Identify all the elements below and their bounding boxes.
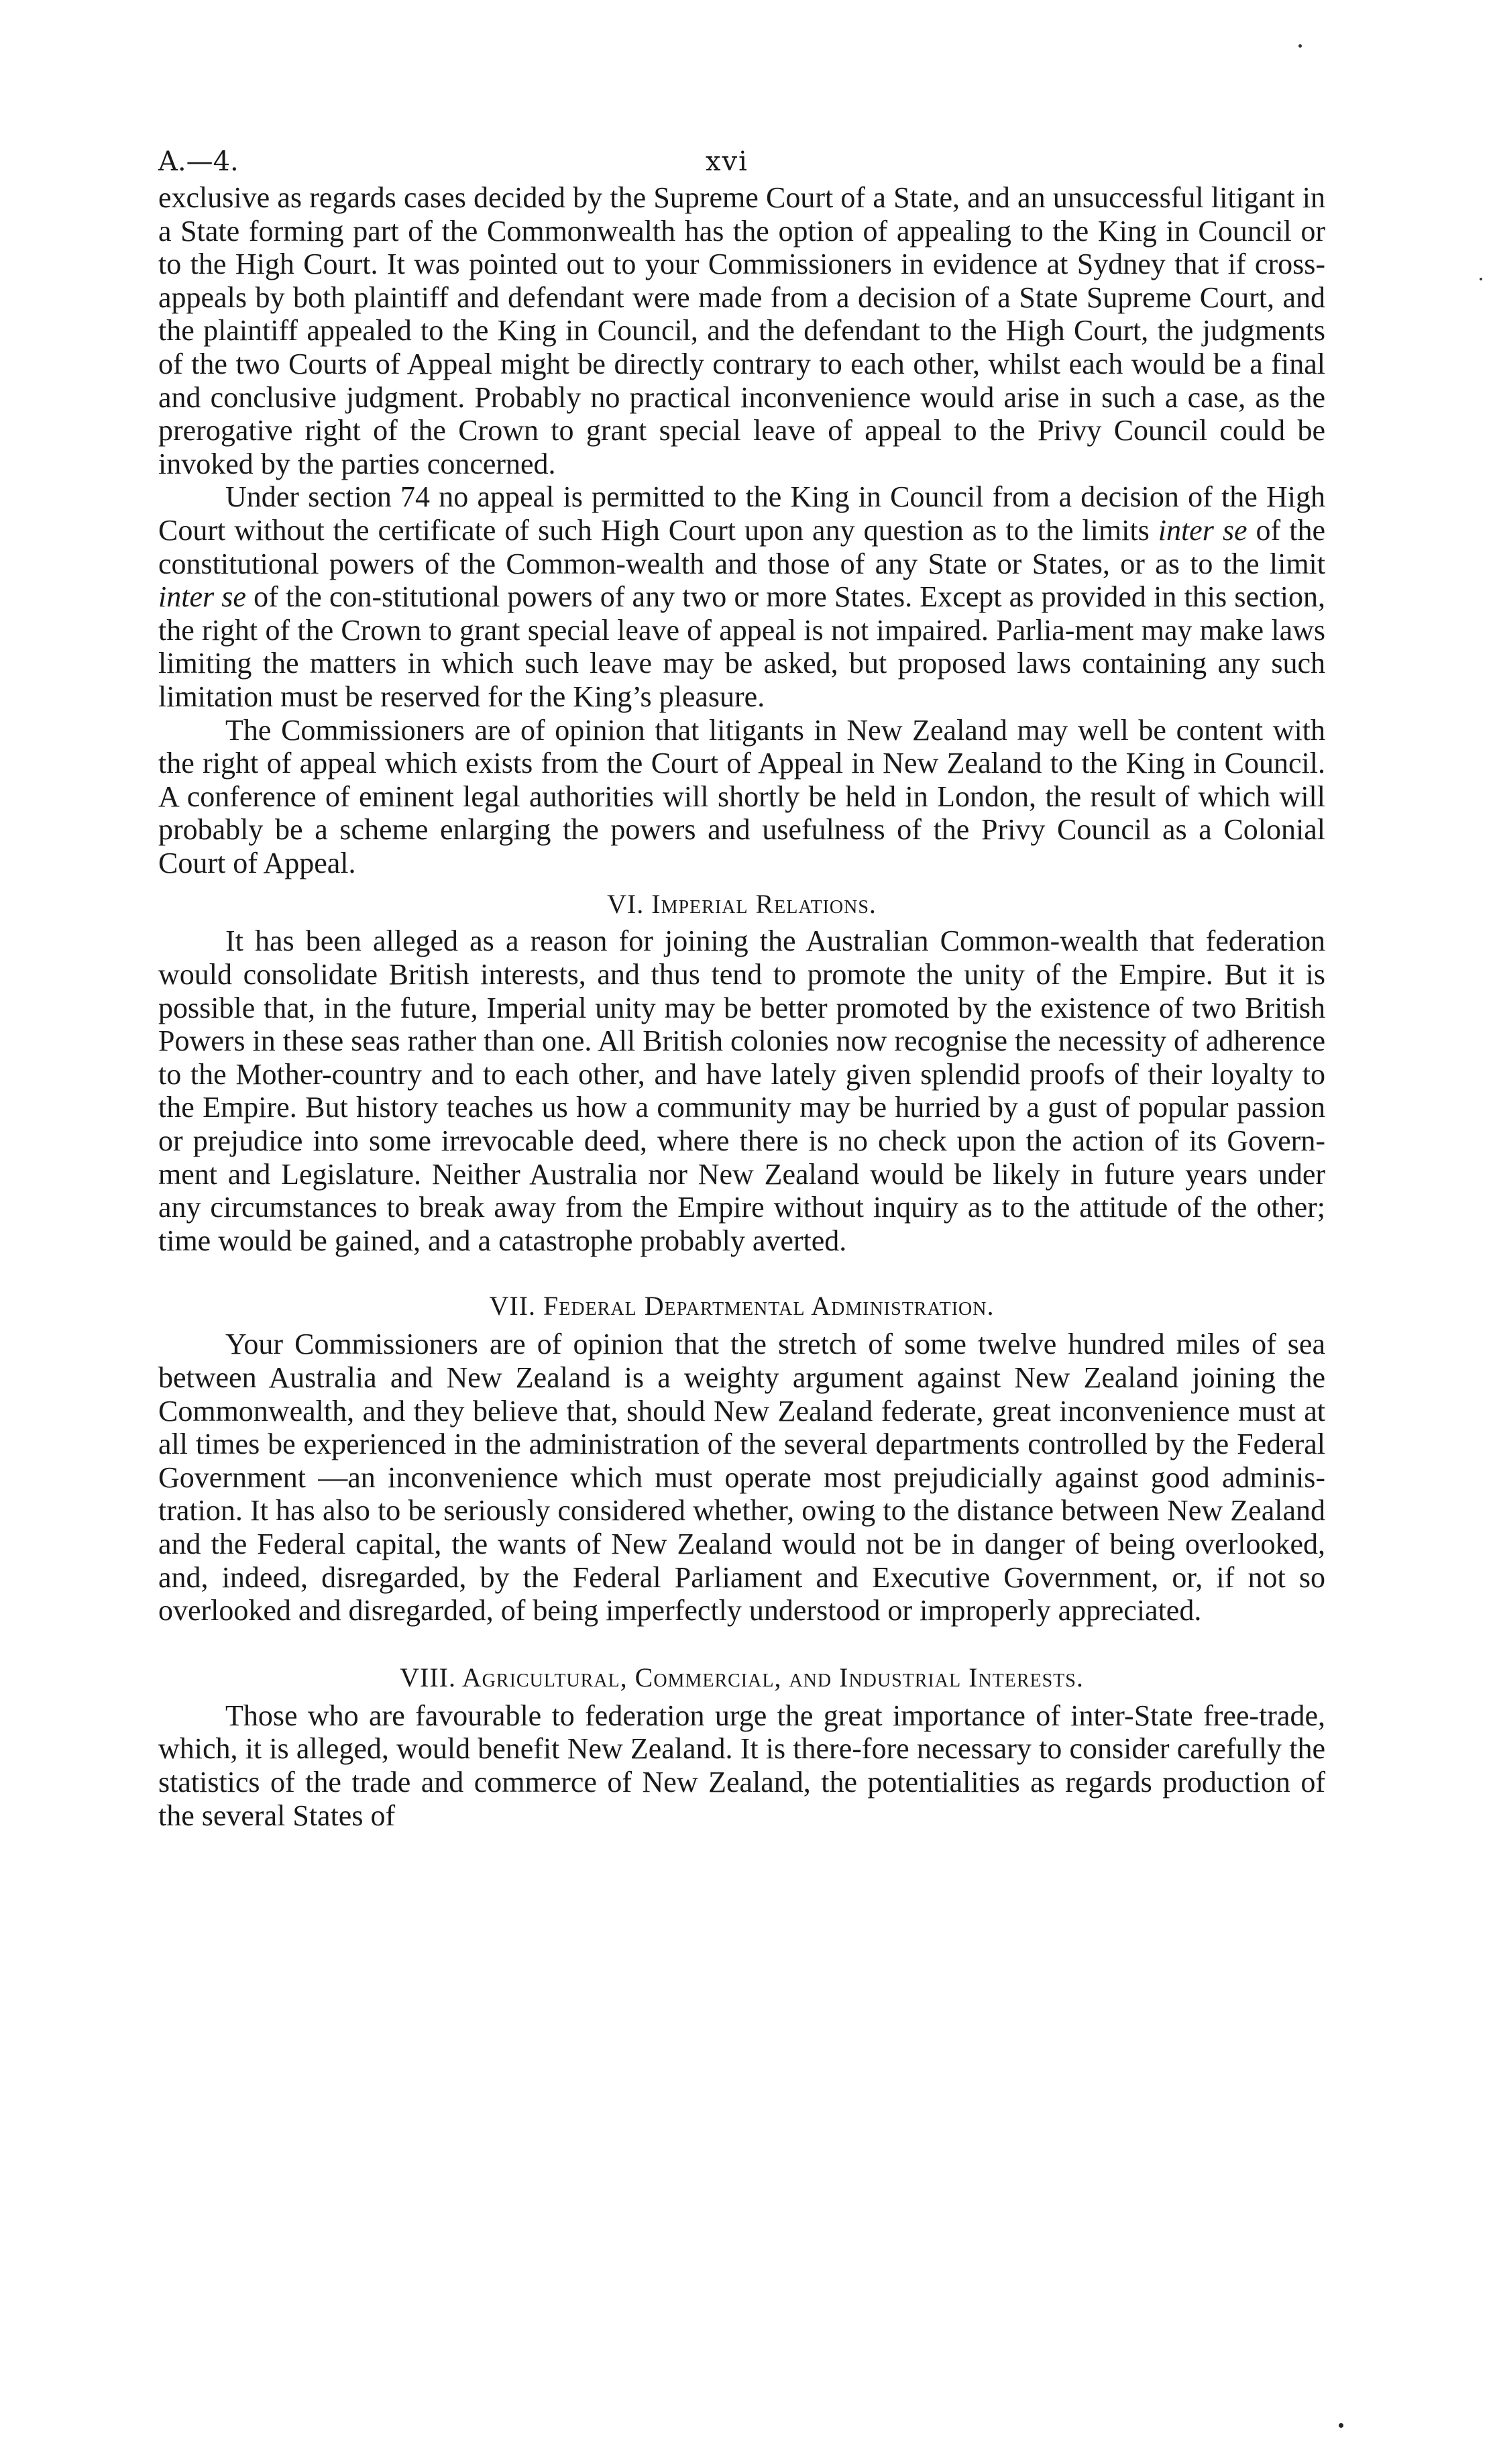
latin-term: inter se xyxy=(158,580,246,614)
page-header xyxy=(158,134,1325,181)
paragraph-imperial-relations: It has been alleged as a reason for joining the Australian Common-wealth that federation would consolidate British interests, and thus tend to promote the unity of the Empire. But it is possible that, in the future, Imperial unity may be better promoted by the existence of two British Powers in these seas rather than one. All British colonies now recognise the necessity of adherence to the Mother-country and to each other, and have lately given splendid proofs of their loyalty to the Empire. But history teaches us how a community may be hurried by a gust of popular passion or prejudice into some irrevocable deed, where there is no check upon the action of its Govern-ment and Legislature. Neither Australia nor New Zealand would be likely in future years under any circumstances to break away from the Empire without inquiry as to the attitude of the other; time would be gained, and a catastrophe probably averted. xyxy=(158,924,1325,1257)
paragraph-agricultural-interests: Those who are favourable to federation urge the great importance of inter-State free-trade, which, it is alleged, would benefit New Zealand. It is there-fore necessary to consider carefully the statistics of the trade and commerce of New Zealand, the potentialities as regards production of the several States of xyxy=(158,1699,1325,1832)
page-speck xyxy=(1339,2423,1343,2428)
paragraph-commissioners-opinion: The Commissioners are of opinion that litigants in New Zealand may well be content with the right of appeal which exists from the Court of Appeal in New Zealand to the King in Council. A conference of eminent legal authorities will shortly be held in London, the result of which will probably be a scheme enlarging the powers and usefulness of the Privy Council as a Colonial Court of Appeal. xyxy=(158,713,1325,879)
text-run: of the constitutional powers of the Common-wealth and those of any State or States, or as to the limit xyxy=(158,513,1325,580)
section-heading-federal-administration: VII. Federal Departmental Administration. xyxy=(489,1291,995,1322)
page-speck xyxy=(1298,44,1302,48)
text-run: of the con-stitutional powers of any two or more States. Except as provided in this section, the right of the Crown to grant special leave of appeal is not impaired. Parlia-ment may make laws limiting the matters in which such leave may be asked, but proposed laws containing any such limitation must be reserved for the King’s pleasure. xyxy=(158,580,1325,713)
paragraph-federal-administration: Your Commissioners are of opinion that the stretch of some twelve hundred miles of sea between Australia and New Zealand is a weighty argument against New Zealand joining the Commonwealth, and they believe that, should New Zealand federate, great inconvenience must at all times be experienced in the administration of the several departments controlled by the Federal Government —an inconvenience which must operate most prejudicially against good adminis-tration. It has also to be seriously considered whether, owing to the distance between New Zealand and the Federal capital, the wants of New Zealand would not be in danger of being overlooked, and, indeed, disregarded, by the Federal Parliament and Executive Government, or, if not so overlooked and disregarded, of being imperfectly understood or improperly appreciated. xyxy=(158,1328,1325,1627)
document-reference: A.—4. xyxy=(158,146,239,177)
section-heading-imperial-relations: VI. Imperial Relations. xyxy=(607,889,877,920)
section-heading-agricultural-interests: VIII. Agricultural, Commercial, and Industrial Interests. xyxy=(400,1662,1084,1693)
page-number: xvi xyxy=(706,146,748,177)
page-speck xyxy=(1480,278,1482,280)
latin-term: inter se xyxy=(1158,513,1248,547)
text-run: Under section 74 no appeal is permitted to the King in Council from a decision of the High Court without the certificate of such High Court upon any question as to the limits xyxy=(158,480,1325,547)
document-page xyxy=(158,134,1325,1832)
paragraph-appeal-options: exclusive as regards cases decided by the Supreme Court of a State, and an unsuccessful litigant in a State forming part of the Commonwealth has the option of appealing to the King in Council or to the High Court. It was pointed out to your Commissioners in evidence at Sydney that if cross-appeals by both plaintiff and defendant were made from a decision of a State Supreme Court, and the plaintiff appealed to the King in Council, and the defendant to the High Court, the judgments of the two Courts of Appeal might be directly contrary to each other, whilst each would be a final and conclusive judgment. Probably no practical inconvenience would arise in such a case, as the prerogative right of the Crown to grant special leave of appeal to the Privy Council could be invoked by the parties concerned. xyxy=(158,181,1325,480)
paragraph-section-74 xyxy=(158,480,1325,713)
